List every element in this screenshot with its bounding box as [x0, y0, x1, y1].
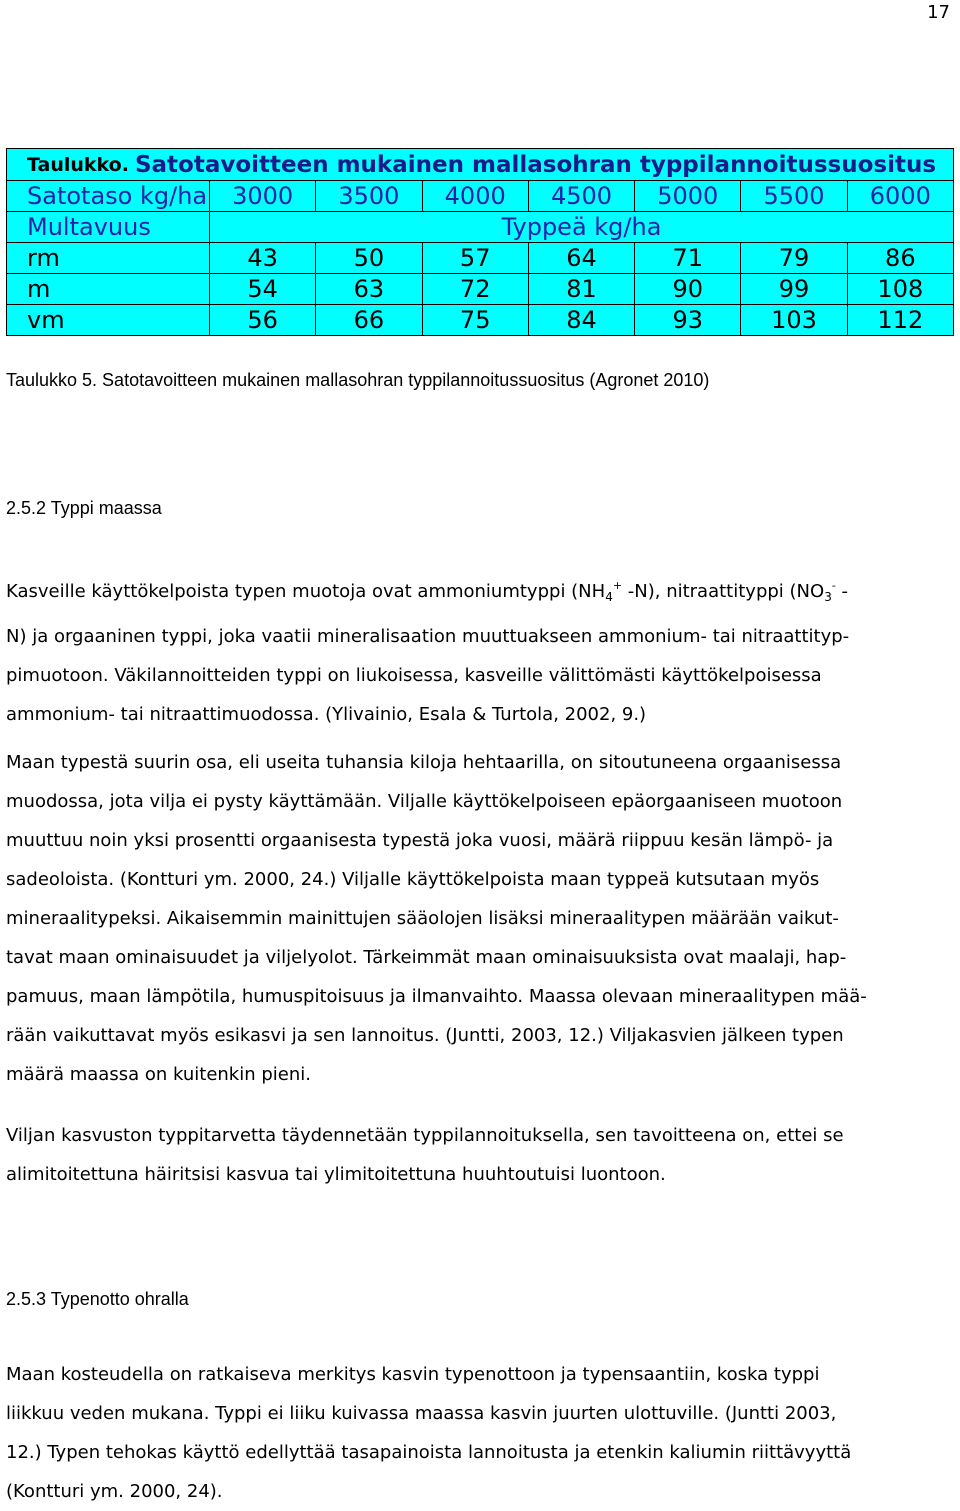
yield-cell: 3000: [209, 181, 315, 211]
soil-cell: m: [27, 275, 51, 303]
table-header-row: [7, 180, 953, 211]
section-heading-253: 2.5.3 Typenotto ohralla: [6, 1289, 189, 1309]
value-cell: 57: [422, 243, 528, 273]
paragraph-line: alimitoitettuna häiritsisi kasvua tai ylimitoitettuna huuhtoutuisi luontoon.: [6, 1164, 666, 1185]
yield-cell: 6000: [847, 181, 953, 211]
value-cell: 93: [634, 305, 740, 335]
paragraph-line: (Kontturi ym. 2000, 24).: [6, 1481, 223, 1502]
table-row: [7, 304, 953, 335]
yield-cell: 4500: [528, 181, 634, 211]
value-cell: 43: [209, 243, 315, 273]
table-row: [7, 273, 953, 304]
value-cell: 90: [634, 274, 740, 304]
value-cell: 54: [209, 274, 315, 304]
value-cell: 71: [634, 243, 740, 273]
paragraph-line: 12.) Typen tehokas käyttö edellyttää tasapainoista lannoitusta ja etenkin kaliumin riittävyyttä: [6, 1442, 852, 1463]
paragraph-line: rään vaikuttavat myös esikasvi ja sen lannoitus. (Juntti, 2003, 12.) Viljakasvien jälkeen typen: [6, 1025, 844, 1046]
paragraph-line: tavat maan ominaisuudet ja viljelyolot. Tärkeimmät maan ominaisuuksista ovat maalaji, hap-: [6, 947, 847, 968]
table-row: [7, 242, 953, 273]
yield-cell: 5000: [634, 181, 740, 211]
value-cell: 84: [528, 305, 634, 335]
soil-cell: rm: [27, 244, 60, 272]
paragraph-line: pamuus, maan lämpötila, humuspitoisuus ja ilmanvaihto. Maassa olevaan mineraalitypen mää-: [6, 986, 867, 1007]
text-span: -: [835, 581, 849, 602]
subscript: 3: [824, 590, 832, 604]
value-cell: 112: [847, 305, 953, 335]
soil-label: Multavuus: [27, 213, 151, 241]
superscript: -: [831, 579, 836, 592]
table-unit-row: [7, 211, 953, 242]
section-252-paragraph-2: [6, 743, 950, 1094]
value-cell: 75: [422, 305, 528, 335]
text-span: Kasveille käyttökelpoista typen muotoja ovat ammoniumtyppi (NH: [6, 581, 606, 602]
value-cell: 50: [315, 243, 421, 273]
yield-cell: 5500: [740, 181, 846, 211]
value-cell: 103: [740, 305, 846, 335]
yield-cell: 4000: [422, 181, 528, 211]
value-cell: 79: [740, 243, 846, 273]
value-cell: 66: [315, 305, 421, 335]
section-252-paragraph-1: [6, 566, 950, 734]
value-cell: 56: [209, 305, 315, 335]
value-cell: 64: [528, 243, 634, 273]
page-number: 17: [927, 2, 950, 23]
paragraph-line: muodossa, jota vilja ei pysty käyttämään. Viljalle käyttökelpoiseen epäorgaaniseen muotoon: [6, 791, 843, 812]
paragraph-line: Viljan kasvuston typpitarvetta täydennetään typpilannoituksella, sen tavoitteena on, ettei se: [6, 1125, 844, 1146]
paragraph-line: ammonium- tai nitraattimuodossa. (Ylivainio, Esala & Turtola, 2002, 9.): [6, 704, 647, 725]
table-title-row: [7, 149, 953, 180]
value-cell: 99: [740, 274, 846, 304]
subscript: 4: [605, 590, 613, 604]
section-253-paragraph-1: [6, 1355, 950, 1511]
paragraph-line: Maan kosteudella on ratkaiseva merkitys kasvin typenottoon ja typensaantiin, koska typpi: [6, 1364, 820, 1385]
paragraph-line: N) ja orgaaninen typpi, joka vaatii mineralisaation muuttuakseen ammonium- tai nitraattityp-: [6, 626, 850, 647]
fertilization-table-image: [6, 148, 954, 336]
section-heading-252: 2.5.2 Typpi maassa: [6, 498, 162, 518]
value-cell: 81: [528, 274, 634, 304]
paragraph-line: mineraalitypeksi. Aikaisemmin mainittujen sääolojen lisäksi mineraalitypen määrään vaikut-: [6, 908, 839, 929]
paragraph-line: sadeoloista. (Kontturi ym. 2000, 24.) Viljalle käyttökelpoista maan typpeä kutsutaan myös: [6, 869, 820, 890]
paragraph-line: [6, 566, 950, 617]
soil-cell: vm: [27, 306, 65, 334]
value-cell: 72: [422, 274, 528, 304]
unit-label: Typpeä kg/ha: [209, 212, 953, 242]
value-cell: 108: [847, 274, 953, 304]
table-title-prefix: Taulukko.: [27, 153, 129, 176]
text-span: -N), nitraattityppi (NO: [622, 581, 825, 602]
table-caption: Taulukko 5. Satotavoitteen mukainen mallasohran typpilannoitussuositus (Agronet 2010): [6, 370, 710, 390]
section-252-paragraph-3: [6, 1116, 950, 1194]
yield-cell: 3500: [315, 181, 421, 211]
paragraph-line: muuttuu noin yksi prosentti orgaanisesta typestä joka vuosi, määrä riippuu kesän lämpö- ja: [6, 830, 834, 851]
header-label: Satotaso kg/ha: [27, 182, 208, 210]
paragraph-line: määrä maassa on kuitenkin pieni.: [6, 1064, 311, 1085]
value-cell: 63: [315, 274, 421, 304]
superscript: +: [612, 579, 623, 592]
value-cell: 86: [847, 243, 953, 273]
paragraph-line: Maan typestä suurin osa, eli useita tuhansia kiloja hehtaarilla, on sitoutuneena orgaanisessa: [6, 752, 842, 773]
table-title: Satotavoitteen mukainen mallasohran typpilannoitussuositus: [134, 151, 937, 178]
paragraph-line: pimuotoon. Väkilannoitteiden typpi on liukoisessa, kasveille välittömästi käyttökelpoisessa: [6, 665, 822, 686]
paragraph-line: liikkuu veden mukana. Typpi ei liiku kuivassa maassa kasvin juurten ulottuville. (Juntti 2003,: [6, 1403, 837, 1424]
